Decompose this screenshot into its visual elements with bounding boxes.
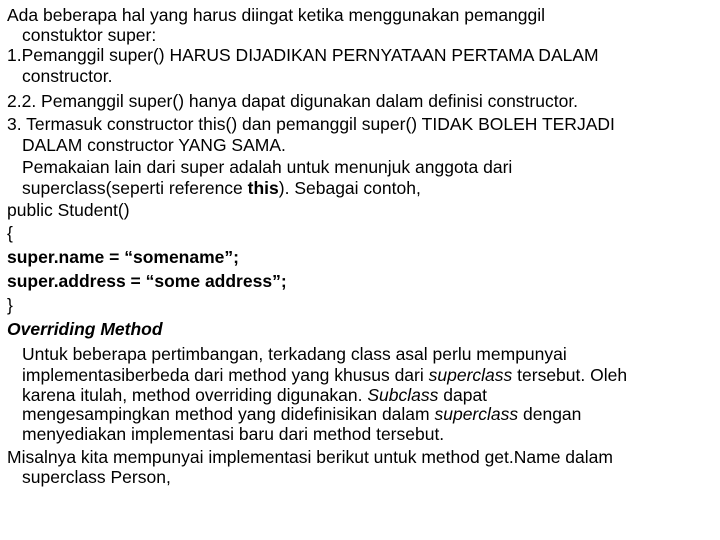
super-usage-line: Pemakaian lain dari super adalah untuk menunjuk anggota dari [22, 157, 513, 177]
intro-line-cont: constuktor super: [22, 25, 157, 45]
text-segment: mengesampingkan method yang didefinisikan dalam [22, 404, 435, 424]
overriding-paragraph-line-1: Untuk beberapa pertimbangan, terkadang class asal perlu mempunyai [22, 344, 567, 364]
section-heading: Overriding Method [7, 319, 163, 339]
code-line-4: super.address = “some address”; [7, 271, 287, 291]
example-line: Misalnya kita mempunyai implementasi berikut untuk method get.Name dalam [7, 447, 613, 467]
rule-1: 1.Pemanggil super() HARUS DIJADIKAN PERNYATAAN PERTAMA DALAM [7, 45, 599, 65]
text-segment: ). Sebagai contoh, [278, 178, 421, 198]
intro-line: Ada beberapa hal yang harus diingat ketika menggunakan pemanggil [7, 5, 546, 25]
code-line-1: public Student() [7, 200, 130, 220]
code-line-5: } [7, 295, 13, 315]
text-segment: dapat [438, 385, 488, 405]
text-segment: tersebut. Oleh [512, 365, 628, 385]
text-segment: karena itulah, method overriding digunakan. [22, 385, 368, 405]
code-line-3: super.name = “somename”; [7, 247, 239, 267]
super-usage-line-cont [22, 176, 421, 200]
term-superclass: superclass [434, 404, 519, 424]
term-superclass: superclass [428, 365, 513, 385]
rule-2: 2.2. Pemanggil super() hanya dapat digunakan dalam definisi constructor. [7, 91, 579, 111]
text-segment: dengan [518, 404, 582, 424]
text-segment: superclass(seperti reference [22, 178, 248, 198]
keyword-this: this [247, 178, 279, 198]
rule-3: 3. Termasuk constructor this() dan pemanggil super() TIDAK BOLEH TERJADI [7, 114, 615, 134]
rule-3-cont: DALAM constructor YANG SAMA. [22, 135, 286, 155]
example-line-cont: superclass Person, [22, 467, 171, 487]
rule-1-cont: constructor. [22, 66, 113, 86]
overriding-paragraph-line-5: menyediakan implementasi baru dari method tersebut. [22, 424, 445, 444]
term-subclass: Subclass [367, 385, 439, 405]
text-segment: implementasiberbeda dari method yang khusus dari [22, 365, 429, 385]
code-line-2: { [7, 223, 13, 243]
